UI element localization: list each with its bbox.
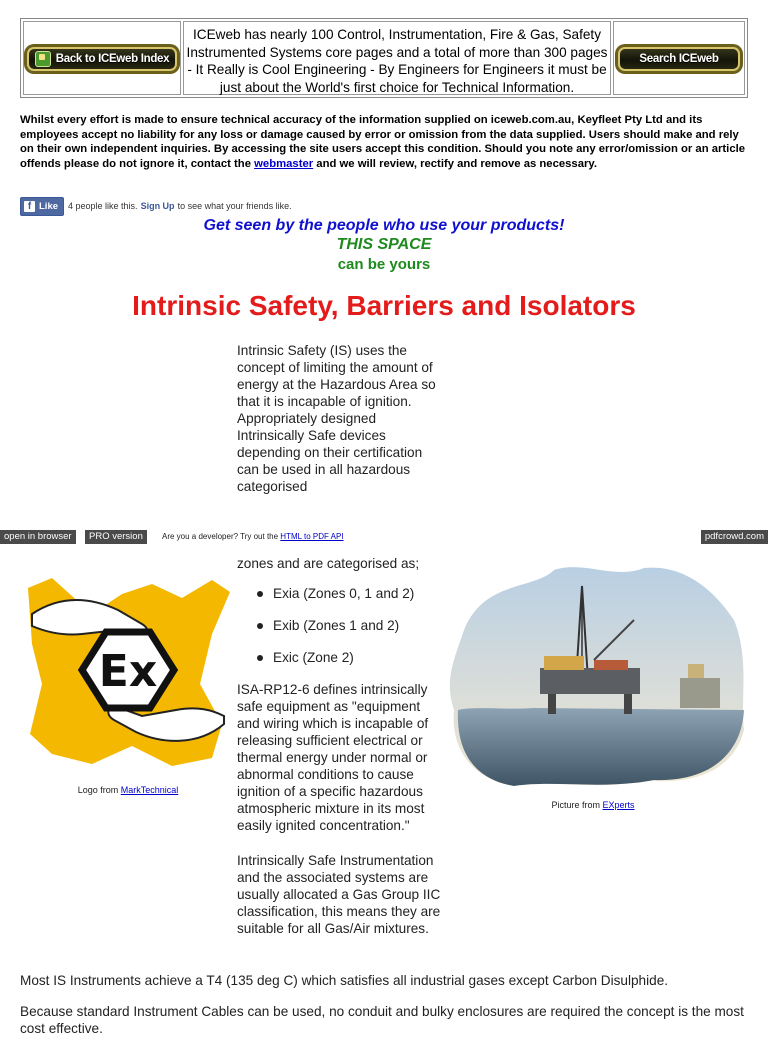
ad-line-3[interactable]: can be yours [337,256,431,273]
list-item: Exib (Zones 1 and 2) [237,618,414,650]
picture-caption: Picture from EXperts [551,800,635,810]
facebook-icon: f [24,201,35,212]
pdfcrowd-bar [0,530,768,544]
back-to-index-button[interactable]: Back to ICEweb Index [27,47,177,71]
intro-paragraph: Intrinsic Safety (IS) uses the concept of limiting the amount of energy at the Hazardous Area so that it is incapable of ignition. Appropriately designed Intrinsically Safe devices depending on their certification can be used in all hazardous categorised [237,343,436,494]
second-platform-module [688,664,704,678]
oil-rig-picture [444,560,750,792]
facebook-like-button[interactable]: f Like [20,197,64,216]
ex-logo-graphic [22,574,234,770]
list-item: Exic (Zone 2) [237,650,414,682]
logo-caption: Logo from MarkTechnical [77,785,179,795]
rig-leg [548,694,556,714]
rig-deck [540,668,640,694]
ex-mark: Ex [98,646,158,697]
cables-paragraph: Because standard Instrument Cables can be used, no conduit and bulky enclosures are required the concept is the most cost effective. [20,1004,744,1036]
ad-line-1[interactable]: Get seen by the people who use your products! [203,217,565,234]
isa-definition-paragraph: ISA-RP12-6 defines intrinsically safe equipment as "equipment and wiring which is incapable of releasing sufficient electrical or thermal energy under normal or abnormal conditions to cause ignition of a specific hazardous atmospheric mixture in its most easily ignited concentration." [237,682,429,833]
ad-line-2[interactable]: THIS SPACE [336,236,432,253]
header-table [20,18,748,98]
webmaster-link[interactable]: webmaster [254,157,314,170]
pro-version-button[interactable]: PRO version [85,530,147,544]
open-in-browser-button[interactable]: open in browser [0,530,76,544]
facebook-like-widget: f Like 4 people like this. Sign Up to see what your friends like. [20,197,292,215]
rig-module [544,656,584,670]
list-item: Exia (Zones 0, 1 and 2) [237,586,414,618]
search-iceweb-button[interactable]: Search ICEweb [618,47,740,71]
t4-paragraph: Most IS Instruments achieve a T4 (135 deg C) which satisfies all industrial gases except Carbon Disulphide. [20,973,669,988]
rig-leg [624,694,632,714]
home-icon [35,51,51,67]
disclaimer: Whilst every effort is made to ensure technical accuracy of the information supplied on iceweb.com.au, Keyfleet Pty Ltd and its employees accept no liability for any loss or damage caused by error or omission from the data supplied. Users should make and rely on their own independent inquiries. By accessing the site users accept this condition. Should you note any error/omission or an article offends please do not ignore it, contact the webmaster and we will review, rectify and remove as necessary. [20,114,746,170]
zone-list [237,586,414,682]
intro-paragraph-continued: zones and are categorised as; [237,556,420,571]
experts-link[interactable]: EXperts [602,800,635,810]
header-intro-text: ICEweb has nearly 100 Control, Instrumentation, Fire & Gas, Safety Instrumented Systems core pages and a total of more than 300 pages - It Really is Cool Engineering - By Engineers for Engineers it must be just about the World's first choice for Technical Information. [183,21,611,95]
facebook-signup-link[interactable]: Sign Up [140,201,175,211]
html-to-pdf-api-link[interactable]: HTML to PDF API [280,532,344,541]
pdfcrowd-brand-link[interactable]: pdfcrowd.com [701,530,768,544]
page-title: Intrinsic Safety, Barriers and Isolators [132,290,636,321]
gas-group-paragraph: Intrinsically Safe Instrumentation and the associated systems are usually allocated a Gas Group IIC classification, this means they are suitable for all Gas/Air mixtures. [237,853,441,936]
rig-module-2 [594,660,628,670]
second-platform [680,678,720,708]
header-right-cell [613,21,745,95]
developer-text: Are you a developer? Try out the HTML to PDF API [162,532,344,541]
header-left-cell [23,21,181,95]
marktechnical-link[interactable]: MarkTechnical [120,785,179,795]
oil-rig-graphic [444,560,750,792]
ex-logo-image [22,574,234,770]
